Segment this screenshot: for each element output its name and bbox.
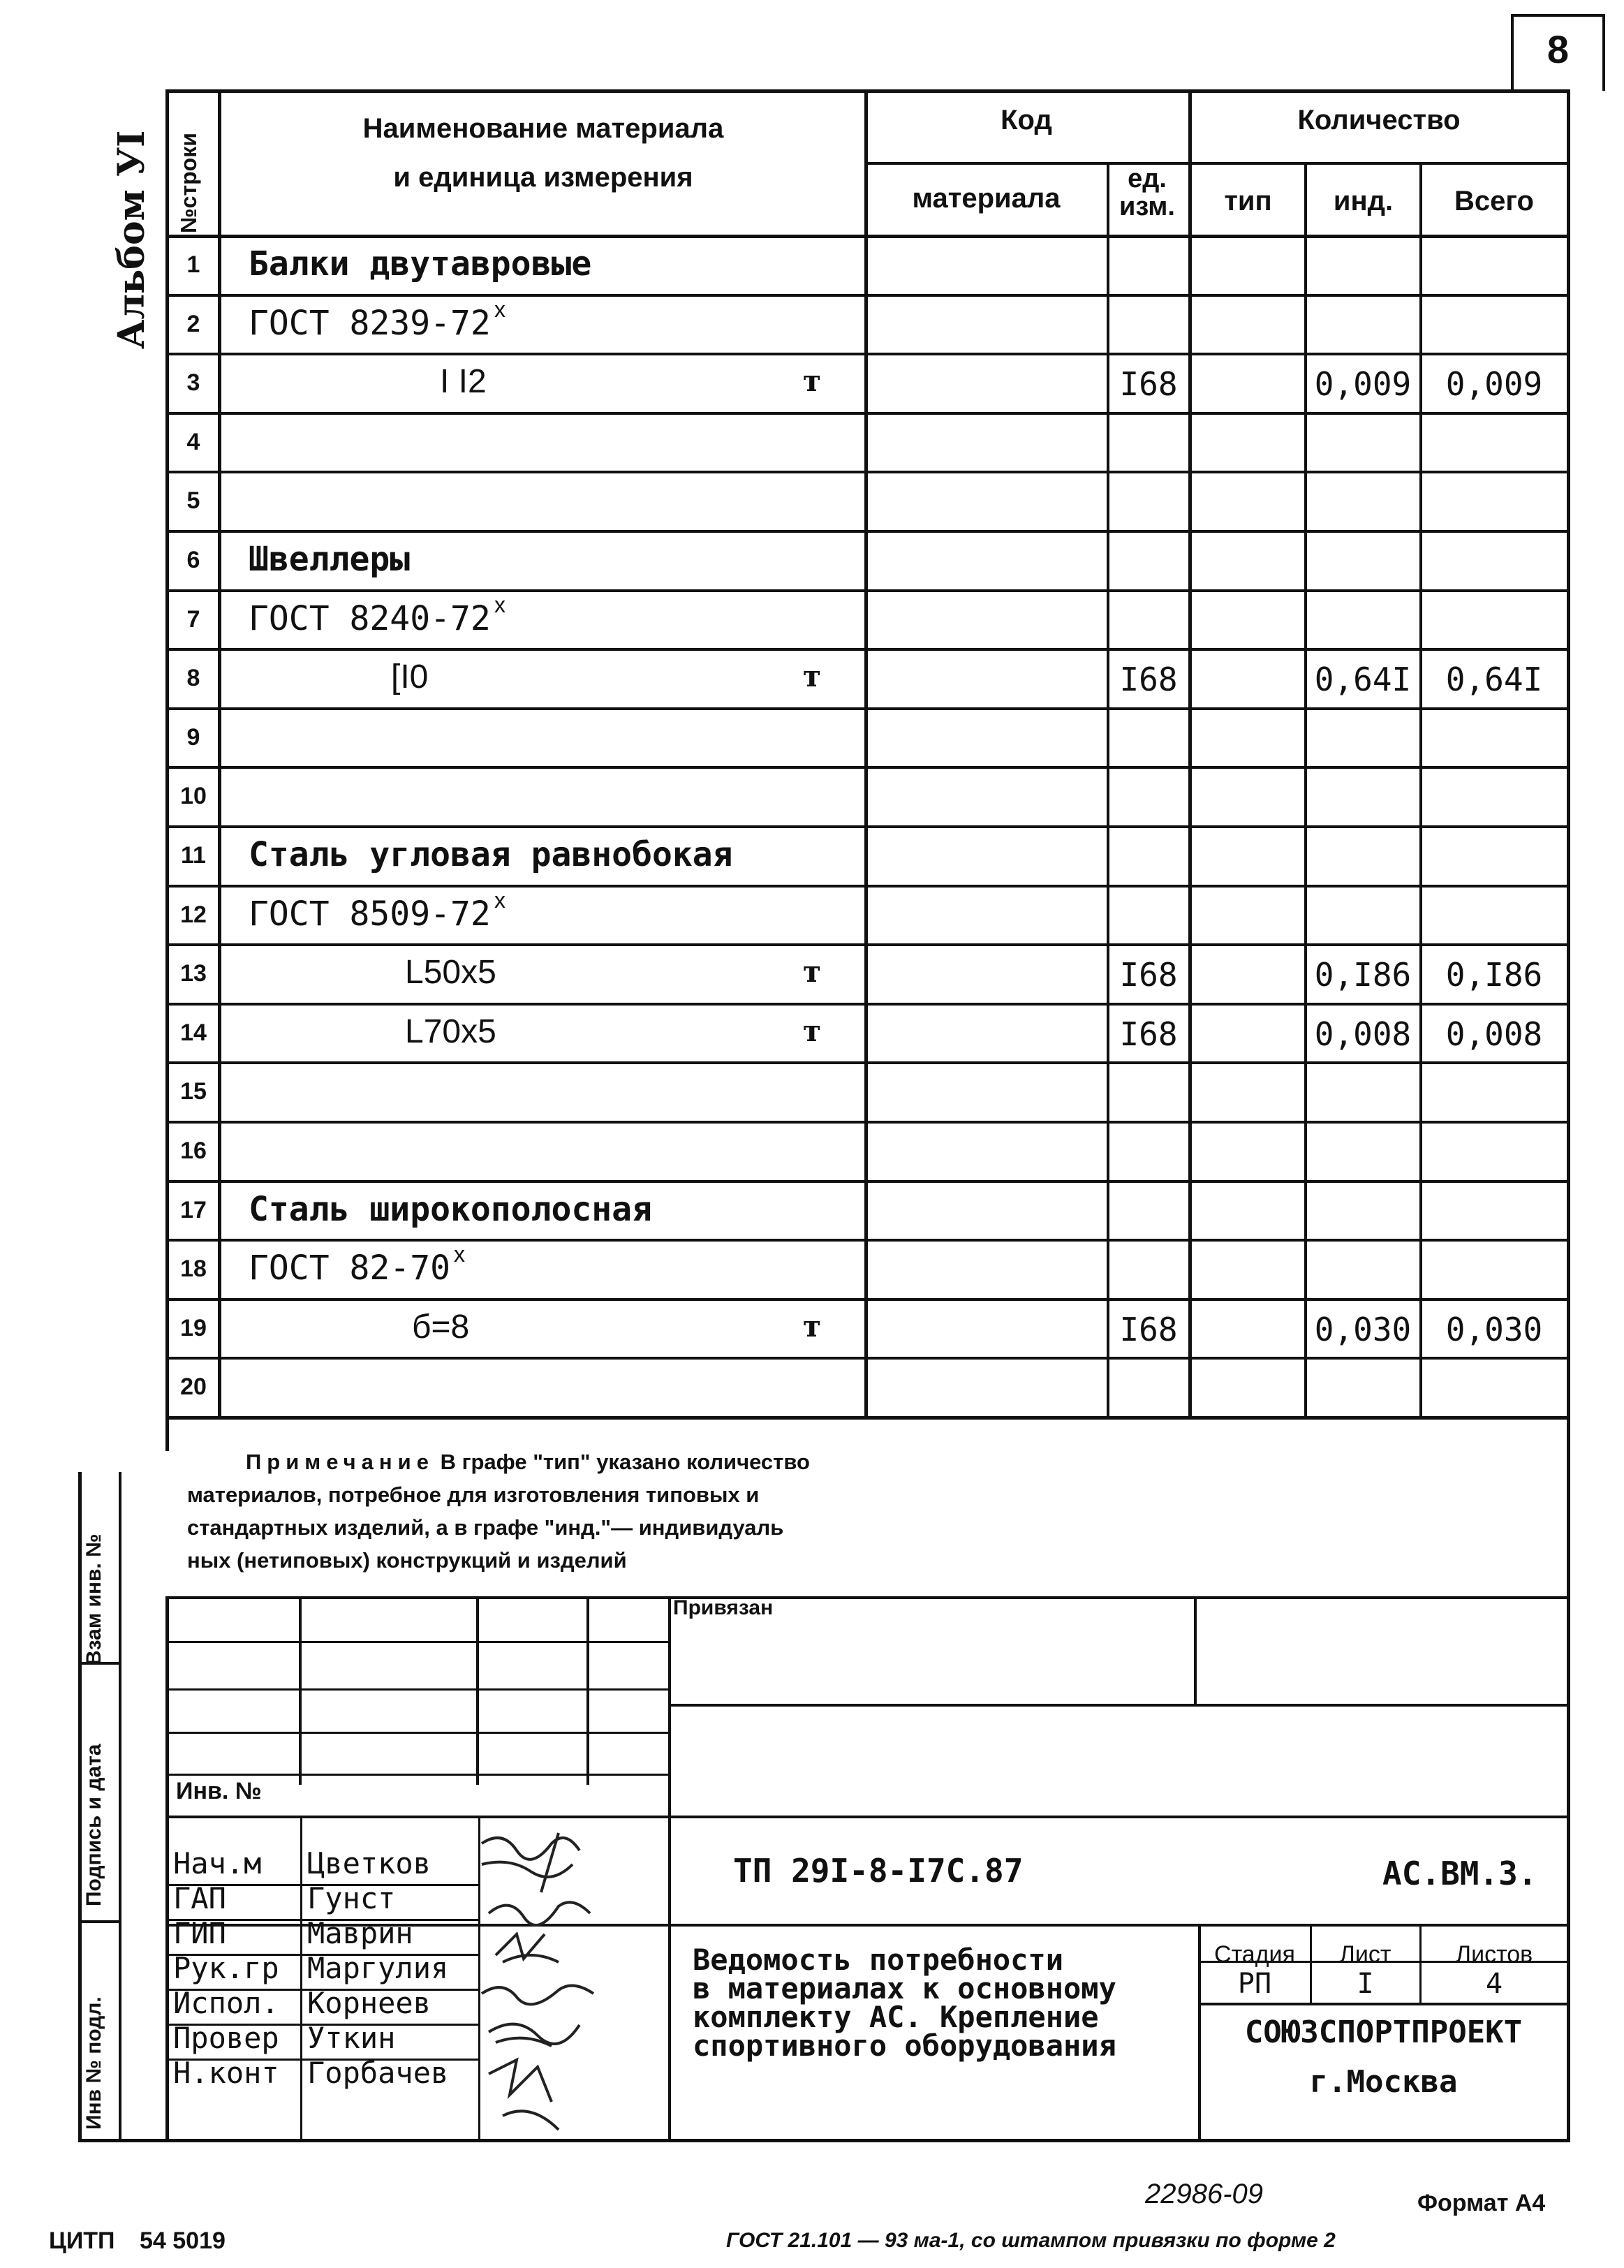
row-qty-ind: 0,030 bbox=[1314, 1310, 1412, 1348]
row-line-8 bbox=[165, 707, 1569, 710]
stamp-sheet: I bbox=[1357, 1968, 1374, 2000]
header-mid-line bbox=[864, 162, 1570, 165]
row-number: 19 bbox=[180, 1314, 207, 1341]
row-code-unit: I68 bbox=[1119, 1310, 1178, 1348]
col-line-1 bbox=[864, 89, 868, 1418]
people-role: Провер bbox=[173, 2021, 279, 2055]
stamp-city: г.Москва bbox=[1309, 2064, 1458, 2100]
people-name: Гунст bbox=[307, 1881, 396, 1915]
row-unit: т bbox=[803, 1013, 822, 1048]
footer-number: 22986-09 bbox=[1145, 2179, 1264, 2209]
row-number: 15 bbox=[180, 1078, 207, 1105]
row-superscript: x bbox=[494, 296, 505, 322]
stamp-row-a bbox=[165, 1641, 668, 1643]
row-unit: т bbox=[803, 955, 822, 989]
people-role: ГИП bbox=[173, 1916, 226, 1950]
row-material-name: L70x5 bbox=[405, 1012, 496, 1050]
row-qty-total: 0,030 bbox=[1445, 1310, 1543, 1348]
stamp-title bbox=[693, 1943, 1116, 2063]
header-code-unit: ед. изм. bbox=[1119, 164, 1175, 221]
stamp-col-privyaz bbox=[1194, 1596, 1197, 1704]
row-material-name: ГОСТ 8240-72 bbox=[249, 598, 491, 638]
stamp-col-3 bbox=[586, 1596, 589, 1785]
note-right-border bbox=[1567, 1418, 1570, 1578]
frame-left-lower bbox=[78, 1472, 82, 2142]
people-name: Маргулия bbox=[307, 1951, 449, 1985]
people-name: Уткин bbox=[307, 2021, 396, 2055]
row-number: 1 bbox=[186, 251, 200, 278]
row-line-12 bbox=[165, 943, 1569, 946]
side-label-podpis: Подпись и дата bbox=[82, 1744, 105, 1906]
people-col-1 bbox=[300, 1816, 302, 2140]
stamp-title-line4: спортивного оборудования bbox=[693, 2028, 1116, 2063]
row-material-name: Швеллеры bbox=[249, 540, 411, 579]
stamp-col-2 bbox=[476, 1596, 479, 1785]
row-number: 5 bbox=[186, 487, 200, 515]
stamp-row-b bbox=[165, 1688, 668, 1691]
row-material-name: Балки двутавровые bbox=[249, 244, 592, 284]
footer-format: Формат А4 bbox=[1417, 2190, 1546, 2216]
row-line-1 bbox=[165, 294, 1569, 297]
row-number: 18 bbox=[180, 1256, 207, 1283]
row-code-unit: I68 bbox=[1119, 661, 1178, 699]
row-unit: т bbox=[803, 364, 822, 399]
header-quantity: Количество bbox=[1297, 105, 1461, 135]
note-label: Примечание bbox=[246, 1450, 434, 1474]
row-line-7 bbox=[165, 648, 1569, 651]
footer-left1: ЦИТП bbox=[49, 2228, 115, 2254]
row-line-18 bbox=[165, 1298, 1569, 1301]
row-qty-total: 0,008 bbox=[1445, 1015, 1543, 1053]
people-role: Испол. bbox=[173, 1986, 279, 2020]
stamp-row-c bbox=[165, 1732, 668, 1734]
stamp-row-mid bbox=[668, 1704, 1569, 1707]
table-bottom-line bbox=[165, 1416, 1569, 1420]
side-div-2 bbox=[78, 1920, 121, 1923]
stamp-org: СОЮЗСПОРТПРОЕКТ bbox=[1244, 2015, 1523, 2050]
header-name-line2: и единица измерения bbox=[393, 162, 693, 193]
people-name: Цветков bbox=[307, 1846, 431, 1880]
row-line-16 bbox=[165, 1180, 1569, 1183]
row-material-name: ГОСТ 8509-72 bbox=[249, 894, 491, 934]
row-qty-total: 0,009 bbox=[1445, 365, 1543, 404]
album-label: Альбом УI bbox=[110, 130, 153, 349]
row-material-name: [I0 bbox=[391, 658, 429, 696]
stamp-inv-no: Инв. № bbox=[176, 1778, 262, 1804]
people-name: Горбачев bbox=[307, 2056, 449, 2090]
row-unit: т bbox=[803, 1309, 822, 1343]
row-material-name: I I2 bbox=[440, 363, 487, 401]
header-row-number: №строки bbox=[176, 133, 201, 233]
row-code-unit: I68 bbox=[1119, 956, 1178, 994]
stamp-row-d bbox=[165, 1774, 668, 1776]
frame-right bbox=[1567, 89, 1570, 2141]
stamp-sheets: 4 bbox=[1485, 1968, 1503, 2000]
row-material-name: ГОСТ 8239-72 bbox=[249, 303, 491, 343]
row-qty-ind: 0,64I bbox=[1314, 661, 1412, 699]
row-material-name: ГОСТ 82-70 bbox=[249, 1249, 450, 1288]
stamp-sheet-label: Лист bbox=[1339, 1941, 1392, 1968]
row-qty-total: 0,I86 bbox=[1445, 956, 1543, 994]
row-material-name: Сталь угловая равнобокая bbox=[249, 835, 733, 874]
note-line1 bbox=[187, 1445, 1234, 1478]
row-line-6 bbox=[165, 589, 1569, 592]
row-number: 10 bbox=[180, 783, 207, 810]
header-code-material: материала bbox=[912, 183, 1061, 214]
stamp-top bbox=[165, 1596, 1569, 1599]
header-qty-ind: инд. bbox=[1333, 186, 1394, 216]
side-label-vzam: Взам инв. № bbox=[82, 1533, 105, 1665]
row-line-15 bbox=[165, 1121, 1569, 1124]
stamp-mark: АС.ВМ.3. bbox=[1382, 1855, 1537, 1892]
row-number: 6 bbox=[186, 547, 200, 573]
row-qty-ind: 0,009 bbox=[1314, 365, 1412, 404]
row-line-17 bbox=[165, 1239, 1569, 1242]
row-number: 14 bbox=[180, 1019, 207, 1046]
stamp-title-line1: Ведомость потребности bbox=[693, 1943, 1064, 1977]
row-number: 11 bbox=[181, 842, 206, 869]
stamp-row-e bbox=[165, 1816, 1569, 1818]
row-line-14 bbox=[165, 1061, 1569, 1064]
stamp-doc-code: ТП 29I-8-I7С.87 bbox=[733, 1852, 1024, 1890]
row-number: 16 bbox=[180, 1137, 207, 1164]
row-superscript: x bbox=[494, 591, 505, 617]
row-line-4 bbox=[165, 471, 1569, 473]
row-number: 7 bbox=[186, 605, 200, 633]
signature-scribbles bbox=[475, 1829, 600, 2137]
row-number: 13 bbox=[180, 960, 207, 987]
row-line-5 bbox=[165, 530, 1569, 533]
stamp-stage: РП bbox=[1237, 1968, 1272, 2000]
subcol-line-2 bbox=[1419, 162, 1422, 1418]
note bbox=[187, 1445, 1234, 1577]
stamp-col-1 bbox=[299, 1596, 302, 1785]
people-role: ГАП bbox=[173, 1881, 226, 1915]
stamp-title-line2: в материалах к основному bbox=[693, 1971, 1116, 2005]
col-line-2 bbox=[1188, 89, 1192, 1418]
stamp-stage-row2 bbox=[1198, 2003, 1569, 2005]
sheet-box-right bbox=[1602, 14, 1605, 91]
row-line-11 bbox=[165, 885, 1569, 888]
stamp-title-line3: комплекту АС. Крепление bbox=[693, 2000, 1099, 2034]
note-line2: материалов, потребное для изготовления типовых и bbox=[187, 1482, 760, 1507]
people-role: Рук.гр bbox=[173, 1951, 279, 1985]
footer-bottom: ГОСТ 21.101 — 93 ма-1, со штампом привязки по форме 2 bbox=[726, 2229, 1336, 2252]
people-role: Нач.м bbox=[173, 1846, 262, 1880]
col-line-0 bbox=[218, 89, 221, 1418]
row-line-13 bbox=[165, 1003, 1569, 1006]
row-superscript: x bbox=[454, 1242, 465, 1267]
stamp-privyazan: Привязан bbox=[673, 1596, 774, 1619]
note-line3: стандартных изделий, а в графе "инд."— индивидуаль bbox=[187, 1515, 784, 1540]
row-number: 12 bbox=[180, 901, 207, 928]
row-superscript: x bbox=[494, 887, 505, 913]
row-line-10 bbox=[165, 825, 1569, 828]
row-code-unit: I68 bbox=[1119, 1015, 1178, 1053]
row-qty-total: 0,64I bbox=[1445, 661, 1543, 699]
row-line-3 bbox=[165, 412, 1569, 415]
side-col-inner bbox=[119, 1472, 121, 2139]
stamp-col-main bbox=[668, 1596, 671, 2141]
note-line1-text: В графе "тип" указано количество bbox=[440, 1450, 810, 1474]
people-name: Корнеев bbox=[307, 1986, 431, 2020]
row-number: 17 bbox=[180, 1196, 207, 1223]
row-line-2 bbox=[165, 353, 1569, 355]
row-unit: т bbox=[803, 659, 822, 694]
row-number: 8 bbox=[186, 665, 200, 692]
subcol-line-0 bbox=[1107, 162, 1109, 1418]
note-line4: ных (нетиповых) конструкций и изделий bbox=[187, 1548, 627, 1573]
row-number: 20 bbox=[180, 1374, 207, 1401]
header-code: Код bbox=[1001, 105, 1052, 135]
people-name: Маврин bbox=[307, 1916, 413, 1950]
sheet-number: 8 bbox=[1547, 27, 1570, 71]
side-label-inv: Инв № подл. bbox=[82, 1996, 105, 2130]
row-qty-ind: 0,008 bbox=[1314, 1015, 1412, 1053]
row-number: 2 bbox=[186, 310, 200, 337]
stamp-stage-label: Стадия bbox=[1214, 1941, 1295, 1968]
row-number: 3 bbox=[186, 369, 200, 397]
row-number: 9 bbox=[186, 723, 200, 751]
header-qty-type: тип bbox=[1224, 186, 1272, 216]
row-material-name: Сталь широкополосная bbox=[249, 1189, 652, 1229]
subcol-line-1 bbox=[1304, 162, 1307, 1418]
row-number: 4 bbox=[186, 428, 200, 455]
header-qty-total: Всего bbox=[1454, 186, 1534, 216]
stamp-sheets-label: Листов bbox=[1455, 1941, 1533, 1968]
row-qty-ind: 0,I86 bbox=[1314, 956, 1412, 994]
row-code-unit: I68 bbox=[1119, 365, 1178, 404]
footer-left2: 54 5019 bbox=[140, 2228, 226, 2254]
row-material-name: L50x5 bbox=[405, 954, 496, 992]
sheet-box-top bbox=[1511, 14, 1605, 17]
people-role: Н.конт bbox=[173, 2056, 279, 2090]
row-line-9 bbox=[165, 766, 1569, 769]
row-line-19 bbox=[165, 1357, 1569, 1360]
row-material-name: б=8 bbox=[412, 1308, 470, 1346]
header-name-line1: Наименование материала bbox=[362, 113, 724, 144]
